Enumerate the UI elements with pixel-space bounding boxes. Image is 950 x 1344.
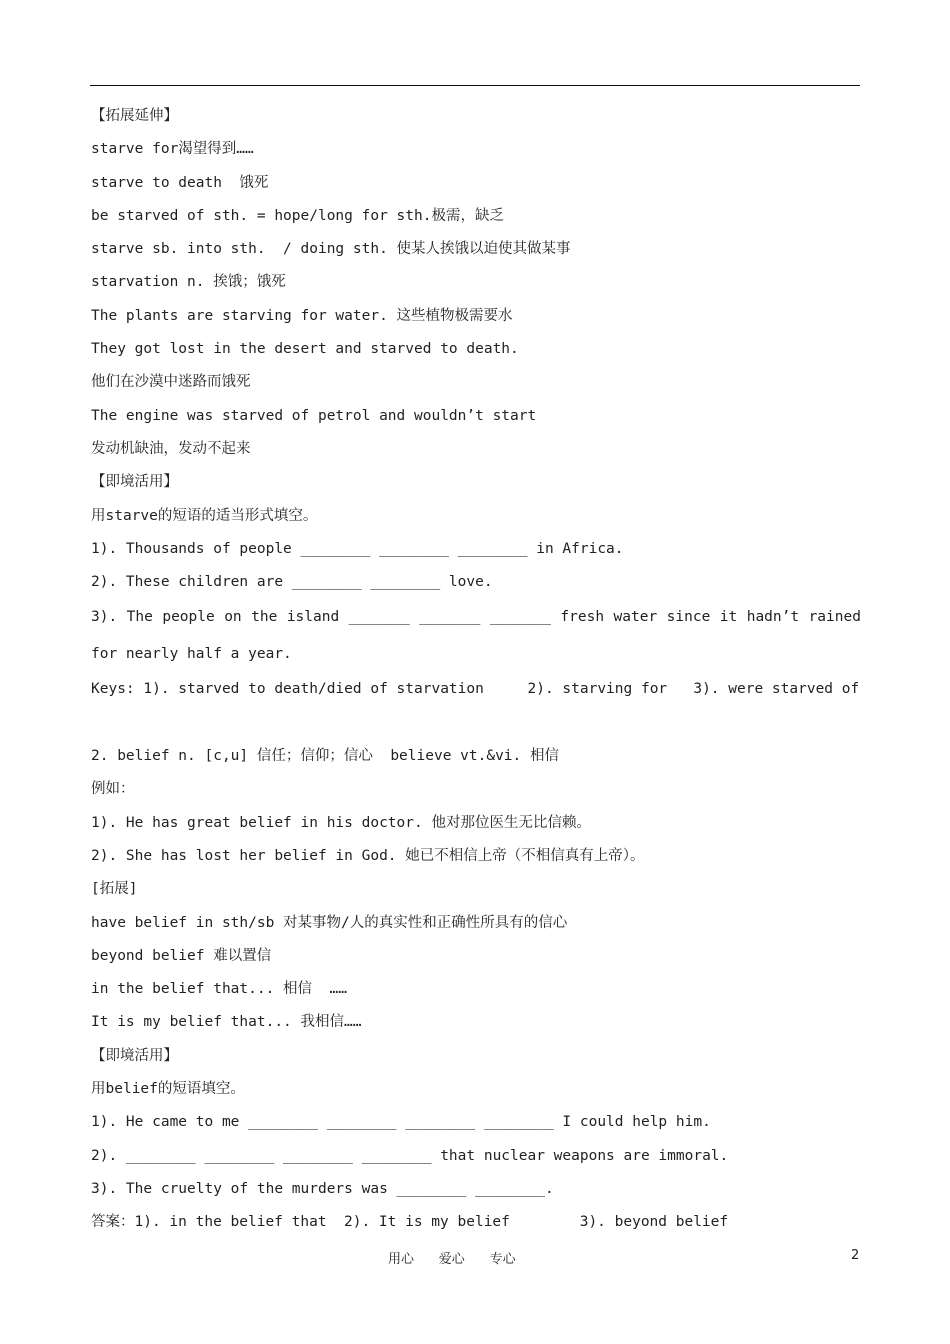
text-line: 例如：: [91, 781, 135, 798]
blank: _______: [348, 609, 410, 626]
section-heading: 【拓展延伸】: [91, 108, 178, 124]
text-line: starve for渴望得到……: [91, 141, 254, 158]
section-heading: 【即境活用】: [91, 474, 178, 491]
exercise-line: 2). ________ ________ ________ ________ that nuclear weapons are immoral.: [91, 1147, 729, 1164]
word: water: [613, 609, 658, 626]
exercise-line: 1). Thousands of people ________ ________ ________ in Africa.: [91, 540, 624, 557]
word: the: [251, 609, 278, 626]
text-line: beyond belief 难以置信: [91, 947, 272, 964]
page-number: 2: [851, 1248, 860, 1263]
text-line: 用belief的短语填空。: [91, 1081, 245, 1098]
word: since: [666, 609, 711, 626]
word: island: [286, 609, 340, 626]
page-footer: [0, 1248, 950, 1268]
text-line: 他们在沙漠中迷路而饿死: [91, 374, 251, 391]
exercise-line: 2). These children are ________ ________ love.: [91, 574, 493, 591]
word: fresh: [560, 609, 605, 626]
word: 3).: [91, 609, 118, 626]
answer-keys: 答案：1). in the belief that 2). It is my belief 3). beyond belief: [91, 1214, 729, 1231]
text-line: 用starve的短语的适当形式填空。: [91, 507, 318, 524]
text-line: be starved of sth. = hope/long for sth.极需，缺乏: [91, 207, 504, 224]
text-line: The plants are starving for water. 这些植物极需要水: [91, 307, 513, 324]
text-line: They got lost in the desert and starved to death.: [91, 341, 519, 358]
header-rule: [90, 85, 860, 86]
text-line: starve sb. into sth. / doing sth. 使某人挨饿以迫使其做某事: [91, 241, 571, 258]
text-line: starvation n. 挨饿；饿死: [91, 274, 286, 291]
exercise-line: 3). The cruelty of the murders was ________ ________.: [91, 1180, 554, 1197]
footer-motto: 用心 爱心 专心: [388, 1252, 516, 1267]
page-body: [91, 100, 861, 1240]
word: it: [719, 609, 738, 626]
word: The: [126, 609, 153, 626]
section-heading: 【即境活用】: [91, 1047, 178, 1064]
exercise-line-justified: [91, 599, 861, 636]
text-line: 发动机缺油，发动不起来: [91, 440, 251, 457]
blank: _______: [489, 609, 551, 626]
example-line: 2). She has lost her belief in God. 她已不相信上帝（不相信真有上帝）。: [91, 847, 645, 864]
example-line: 1). He has great belief in his doctor. 他对那位医生无比信赖。: [91, 814, 591, 831]
answer-keys: Keys: 1). starved to death/died of starvation 2). starving for 3). were starved of: [91, 681, 860, 698]
blank: _______: [419, 609, 481, 626]
text-line: in the belief that... 相信 ……: [91, 981, 347, 998]
exercise-line: 1). He came to me ________ ________ ________ ________ I could help him.: [91, 1114, 711, 1131]
word: rained: [808, 609, 861, 626]
word: on: [224, 609, 242, 626]
text-line: The engine was starved of petrol and wouldn’t start: [91, 407, 537, 424]
text-line: have belief in sth/sb 对某事物/人的真实性和正确性所具有的信心: [91, 914, 568, 931]
vocab-entry: 2. belief n. [c,u] 信任；信仰；信心 believe vt.&vi. 相信: [91, 748, 559, 765]
text-line: for nearly half a year.: [91, 646, 292, 663]
text-line: It is my belief that... 我相信……: [91, 1014, 362, 1031]
word: people: [162, 609, 215, 626]
text-line: starve to death 饿死: [91, 174, 269, 191]
section-heading: [拓展]: [91, 881, 138, 898]
word: hadn’t: [746, 609, 800, 626]
